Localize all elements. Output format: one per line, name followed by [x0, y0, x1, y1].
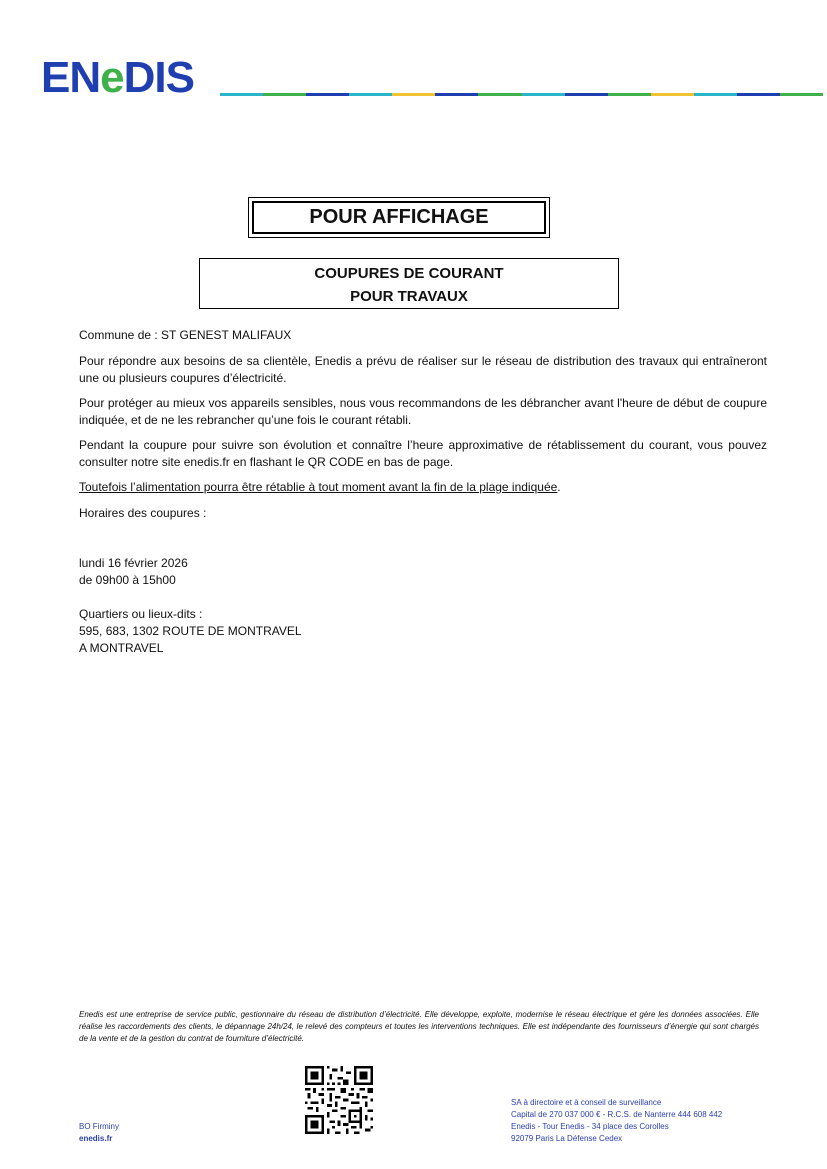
- paragraph-4-end: .: [557, 480, 561, 494]
- display-title-box: [248, 197, 550, 238]
- paragraph-4-underlined: Toutefois l’alimentation pourra être rétablie à tout moment avant la fin de la plage indiquée: [79, 480, 558, 494]
- paragraph-2-text: Pour protéger au mieux vos appareils sensibles, nous vous recommandons de les débrancher avant l'heure de début de coupure indiquée, et de ne les rebrancher qu’une fois le courant rétabli.: [79, 396, 767, 427]
- outage-date: lundi 16 février 2026: [79, 556, 188, 570]
- company-line-3: Enedis - Tour Enedis - 34 place des Corolles: [511, 1122, 669, 1131]
- footer-left: [79, 1121, 119, 1145]
- display-title: POUR AFFICHAGE: [252, 201, 546, 234]
- notice-title-box: [199, 258, 619, 309]
- logo-text-e: e: [100, 53, 124, 102]
- paragraph-1: [79, 353, 767, 387]
- website-link[interactable]: enedis.fr: [79, 1134, 113, 1143]
- logo-text-dis: DIS: [123, 53, 194, 102]
- qr-code-icon[interactable]: [305, 1066, 373, 1134]
- office-name: BO Firminy: [79, 1122, 119, 1131]
- notice-title-line2: POUR TRAVAUX: [350, 288, 468, 305]
- outage-time-range: de 09h00 à 15h00: [79, 573, 176, 587]
- company-info: [511, 1097, 722, 1145]
- location-line-2: A MONTRAVEL: [79, 641, 164, 655]
- legal-notice: Enedis est une entreprise de service public, gestionnaire du réseau de distribution d’électricité. Elle développe, exploite, modernise le réseau électrique et gère les données associées. Elle réalise les raccordements des clients, le dépannage 24h/24, le relevé des compteurs et toutes les interventions techniques. Elle est indépendante des fournisseurs d’énergie qui sont chargés de la vente et de la gestion du contrat de fourniture d’électricité.: [79, 1010, 759, 1043]
- company-line-2: Capital de 270 037 000 € - R.C.S. de Nanterre 444 608 442: [511, 1110, 723, 1119]
- paragraph-1-text: Pour répondre aux besoins de sa clientèle, Enedis a prévu de réaliser sur le réseau de distribution des travaux qui entraîneront une ou plusieurs coupures d’électricité.: [79, 354, 767, 385]
- logo-text-en: EN: [41, 53, 101, 102]
- enedis-logo: [41, 53, 194, 102]
- paragraph-3-text: Pendant la coupure pour suivre son évolution et connaître l’heure approximative de rétablissement du courant, vous pouvez consulter notre site enedis.fr en flashant le QR CODE en bas de page.: [79, 438, 767, 469]
- company-line-1: SA à directoire et à conseil de surveillance: [511, 1098, 662, 1107]
- commune: Commune de : ST GENEST MALIFAUX: [79, 328, 292, 342]
- paragraph-3: [79, 437, 767, 471]
- horaires-label: Horaires des coupures :: [79, 506, 207, 520]
- notice-title-line1: COUPURES DE COURANT: [314, 265, 504, 282]
- paragraph-4: [79, 479, 767, 496]
- header-decorative-line: [220, 93, 823, 96]
- paragraph-2: [79, 395, 767, 429]
- company-line-4: 92079 Paris La Défense Cedex: [511, 1134, 623, 1143]
- quartiers-label: Quartiers ou lieux-dits :: [79, 607, 203, 621]
- location-line-1: 595, 683, 1302 ROUTE DE MONTRAVEL: [79, 624, 302, 638]
